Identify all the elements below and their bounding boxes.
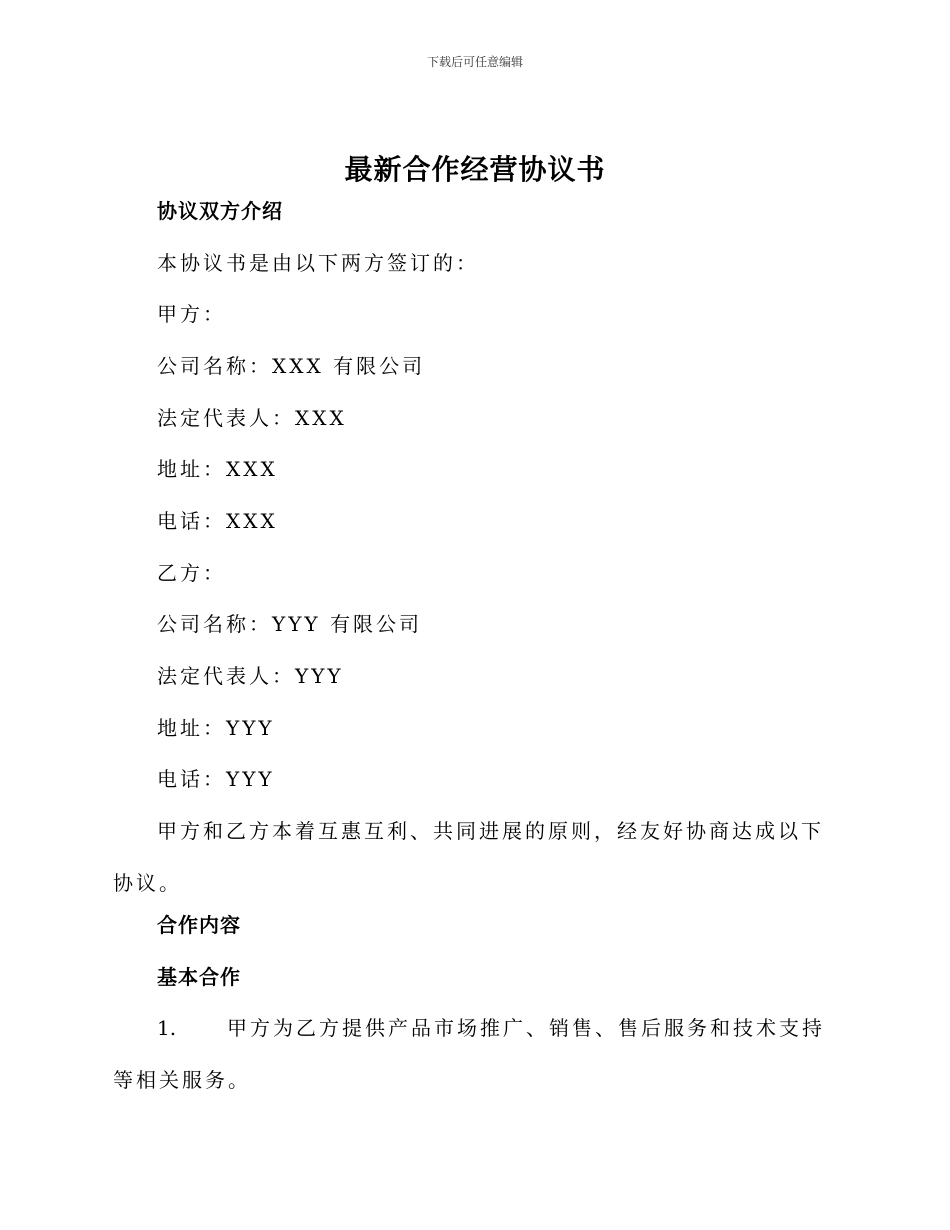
list-item-number: 1.: [157, 1016, 177, 1040]
party-b-address: 地址：YYY: [157, 716, 275, 740]
subsection-heading-basic: 基本合作: [157, 965, 241, 989]
document-title: 最新合作经营协议书: [344, 153, 606, 186]
party-b-label: 乙方：: [157, 561, 226, 585]
section-heading-cooperation: 合作内容: [157, 913, 241, 937]
list-item-text: 甲方为乙方提供产品市场推广、销售、售后服务和技术支持等相关服务。: [113, 1016, 825, 1092]
party-b-phone: 电话：YYY: [157, 767, 275, 791]
agreement-paragraph: 甲方和乙方本着互惠互利、共同进展的原则，经友好协商达成以下协议。: [113, 819, 824, 895]
intro-sentence: 本协议书是由以下两方签订的：: [157, 251, 479, 275]
party-b-representative: 法定代表人：YYY: [157, 664, 344, 688]
party-a-phone: 电话：XXX: [157, 509, 278, 533]
party-a-representative: 法定代表人：XXX: [157, 406, 347, 430]
party-a-company: 公司名称：XXX 有限公司: [157, 354, 426, 378]
party-b-company: 公司名称：YYY 有限公司: [157, 612, 422, 636]
list-item: [113, 1002, 833, 1106]
header-note: 下载后可任意编辑: [426, 55, 523, 69]
section-heading-intro: 协议双方介绍: [157, 199, 283, 223]
party-a-address: 地址：XXX: [157, 457, 278, 481]
party-a-label: 甲方：: [157, 302, 226, 326]
